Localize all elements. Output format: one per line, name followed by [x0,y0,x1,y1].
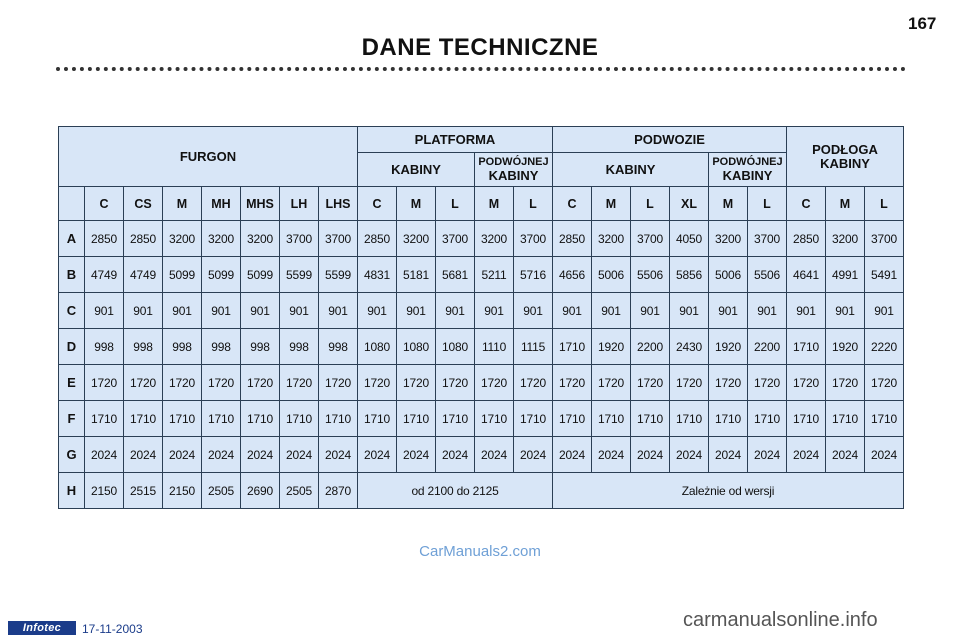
header-platforma: PLATFORMA [358,127,553,153]
table-cell: 1710 [85,401,124,437]
table-cell: 901 [670,293,709,329]
column-header: L [631,187,670,221]
row-label: D [59,329,85,365]
table-cell: 2200 [631,329,670,365]
table-cell: 3700 [748,221,787,257]
table-cell: 5599 [280,257,319,293]
table-cell: 1710 [475,401,514,437]
table-cell: 901 [787,293,826,329]
column-header: C [358,187,397,221]
table-cell: 901 [85,293,124,329]
table-cell: 3700 [280,221,319,257]
table-cell: 1710 [514,401,553,437]
row-label: C [59,293,85,329]
table-cell: 1710 [787,329,826,365]
table-cell: 1720 [397,365,436,401]
table-cell: 5181 [397,257,436,293]
table-cell: 2024 [592,437,631,473]
table-cell: 5211 [475,257,514,293]
table-cell: 2024 [436,437,475,473]
table-cell: 2850 [787,221,826,257]
table-cell: 1720 [436,365,475,401]
table-cell: 1710 [553,401,592,437]
table-cell: 2024 [85,437,124,473]
table-cell: 901 [397,293,436,329]
table-cell: 3200 [241,221,280,257]
table-cell: 2430 [670,329,709,365]
table-cell: 2024 [787,437,826,473]
table-cell: 2024 [202,437,241,473]
column-header: MH [202,187,241,221]
podwojnej-kabiny-label: KABINY [722,167,773,183]
table-cell: 2505 [280,473,319,509]
table-cell: 1710 [202,401,241,437]
table-cell: 998 [124,329,163,365]
table-cell: 901 [280,293,319,329]
table-cell: 1720 [475,365,514,401]
podwojnej-kabiny-label: KABINY [488,167,539,183]
table-cell: 998 [85,329,124,365]
table-cell: 1720 [85,365,124,401]
column-header: M [826,187,865,221]
technical-data-table [58,126,904,509]
table-cell: 998 [319,329,358,365]
table-cell: 5099 [241,257,280,293]
table-cell: 5856 [670,257,709,293]
table-cell: 1115 [514,329,553,365]
table-cell: 4749 [85,257,124,293]
table-cell: 901 [631,293,670,329]
column-header: L [748,187,787,221]
table-cell: 1720 [748,365,787,401]
table-cell: 3700 [631,221,670,257]
footer-date: 17-11-2003 [82,622,143,636]
column-header: L [514,187,553,221]
table-cell: 901 [202,293,241,329]
title-dotted-rule [56,67,906,71]
column-header: C [553,187,592,221]
column-header: MHS [241,187,280,221]
table-row [59,293,904,329]
table-cell: 1720 [358,365,397,401]
table-cell: 901 [709,293,748,329]
table-cell: 901 [475,293,514,329]
column-header-row [59,187,904,221]
header-podwozie-podwojnej-kabiny [709,153,787,187]
table-cell: 901 [163,293,202,329]
table-cell: 3700 [514,221,553,257]
table-cell: 4641 [787,257,826,293]
table-cell: 998 [163,329,202,365]
data-rows [59,221,904,473]
table-cell: 2150 [85,473,124,509]
table-cell: 2024 [475,437,514,473]
table-cell: 3700 [436,221,475,257]
table-cell: 1720 [709,365,748,401]
table-cell: 1710 [631,401,670,437]
table-cell: 901 [319,293,358,329]
table-cell: 2024 [124,437,163,473]
table-cell: 4749 [124,257,163,293]
table-cell: 1710 [397,401,436,437]
row-label: H [59,473,85,509]
podwojnej-label: PODWÓJNEJ [712,155,783,168]
table-cell: 901 [553,293,592,329]
table-cell: 2850 [358,221,397,257]
table-row [59,329,904,365]
table-cell: 1720 [124,365,163,401]
column-header: M [163,187,202,221]
table-cell: 5099 [202,257,241,293]
table-cell: 1720 [826,365,865,401]
table-row [59,365,904,401]
column-header: LHS [319,187,358,221]
table-cell: 5506 [631,257,670,293]
table-cell: 3200 [202,221,241,257]
table-cell: 2024 [826,437,865,473]
table-cell: 3700 [865,221,904,257]
table-cell: 2024 [241,437,280,473]
table-row [59,257,904,293]
table-cell: 2024 [280,437,319,473]
table-cell: 2850 [553,221,592,257]
table-cell: 2200 [748,329,787,365]
table-cell: 3700 [319,221,358,257]
table-cell: 2024 [397,437,436,473]
table-cell: 3200 [709,221,748,257]
table-cell: 901 [241,293,280,329]
column-header: L [865,187,904,221]
table-cell: 5506 [748,257,787,293]
table-cell: 901 [748,293,787,329]
table-cell: 1710 [592,401,631,437]
table-cell: 5006 [592,257,631,293]
column-header: CS [124,187,163,221]
table-cell: 5716 [514,257,553,293]
column-header: M [592,187,631,221]
column-header: XL [670,187,709,221]
table-cell: 3200 [397,221,436,257]
table-row [59,437,904,473]
table-cell: 2515 [124,473,163,509]
table-cell: 4991 [826,257,865,293]
header-platforma-podwojnej-kabiny [475,153,553,187]
header-podwozie-kabiny: KABINY [553,153,709,187]
row-label: F [59,401,85,437]
table-cell: 1710 [436,401,475,437]
page-title: DANE TECHNICZNE [361,34,599,61]
header-platforma-kabiny: KABINY [358,153,475,187]
depends-on-version: Zależnie od wersji [553,473,904,509]
column-header: M [709,187,748,221]
row-label: E [59,365,85,401]
table-cell: 2150 [163,473,202,509]
table-cell: 1720 [202,365,241,401]
table-cell: 901 [826,293,865,329]
table-cell: 1710 [709,401,748,437]
table-cell: 1710 [865,401,904,437]
table-cell: 998 [241,329,280,365]
row-label: G [59,437,85,473]
table-cell: 4831 [358,257,397,293]
table-cell: 2024 [865,437,904,473]
table-cell: 5006 [709,257,748,293]
table-cell: 1920 [826,329,865,365]
table-cell: 1720 [514,365,553,401]
table-cell: 1080 [358,329,397,365]
table-cell: 1720 [670,365,709,401]
table-cell: 901 [436,293,475,329]
footer-site: carmanualsonline.info [683,609,878,631]
table-cell: 1720 [631,365,670,401]
table-cell: 2220 [865,329,904,365]
row-label: A [59,221,85,257]
table-row-h [59,473,904,509]
page-number: 167 [908,14,937,33]
table-cell: 998 [202,329,241,365]
table-cell: 2505 [202,473,241,509]
table-cell: 1710 [748,401,787,437]
table-cell: 1080 [397,329,436,365]
table-cell: 1710 [319,401,358,437]
table-cell: 1710 [670,401,709,437]
table-cell: 2024 [709,437,748,473]
table-cell: 1920 [592,329,631,365]
column-header: M [397,187,436,221]
table-cell: 1720 [787,365,826,401]
table-cell: 1710 [787,401,826,437]
table-cell: 1710 [826,401,865,437]
table-cell: 2024 [319,437,358,473]
header-podloga-kabiny: PODŁOGA KABINY [787,127,904,187]
table-cell: 3200 [826,221,865,257]
table-cell: 5099 [163,257,202,293]
table-cell: 1720 [280,365,319,401]
table-cell: 5681 [436,257,475,293]
table-cell: 1720 [163,365,202,401]
header-furgon: FURGON [59,127,358,187]
table-cell: 2024 [514,437,553,473]
table-cell: 5599 [319,257,358,293]
column-header: C [787,187,826,221]
table-cell: 901 [514,293,553,329]
table-cell: 2690 [241,473,280,509]
table-cell: 901 [865,293,904,329]
table-cell: 2850 [85,221,124,257]
table-cell: 1720 [865,365,904,401]
table-cell: 901 [124,293,163,329]
table-cell: 2024 [631,437,670,473]
column-header: M [475,187,514,221]
table-cell: 2024 [358,437,397,473]
table-cell: 3200 [592,221,631,257]
table-cell: 1710 [358,401,397,437]
table-cell: 1710 [163,401,202,437]
row-label: B [59,257,85,293]
table-cell: 901 [592,293,631,329]
column-header: L [436,187,475,221]
infotec-logo: Infotec [8,621,76,635]
table-cell: 901 [358,293,397,329]
table-cell: 998 [280,329,319,365]
table-cell: 1920 [709,329,748,365]
table-cell: 1710 [241,401,280,437]
table-cell: 1720 [319,365,358,401]
platforma-h-range: od 2100 do 2125 [358,473,553,509]
table-cell: 1720 [592,365,631,401]
column-header: C [85,187,124,221]
table-cell: 2024 [670,437,709,473]
table-cell: 1080 [436,329,475,365]
table-row [59,401,904,437]
table-row [59,221,904,257]
table-cell: 1710 [124,401,163,437]
table-cell: 4656 [553,257,592,293]
watermark: CarManuals2.com [419,543,541,560]
table-cell: 2850 [124,221,163,257]
table-cell: 1720 [241,365,280,401]
table-cell: 5491 [865,257,904,293]
table-cell: 2024 [163,437,202,473]
table-cell: 2024 [553,437,592,473]
column-header: LH [280,187,319,221]
header-podwozie: PODWOZIE [553,127,787,153]
table-cell: 2870 [319,473,358,509]
table-cell: 1720 [553,365,592,401]
table-cell: 1110 [475,329,514,365]
table-cell: 3200 [475,221,514,257]
table-cell: 1710 [553,329,592,365]
table-cell: 3200 [163,221,202,257]
table-cell: 2024 [748,437,787,473]
table-cell: 1710 [280,401,319,437]
corner-cell [59,187,85,221]
table-cell: 4050 [670,221,709,257]
podwojnej-label: PODWÓJNEJ [478,155,549,168]
